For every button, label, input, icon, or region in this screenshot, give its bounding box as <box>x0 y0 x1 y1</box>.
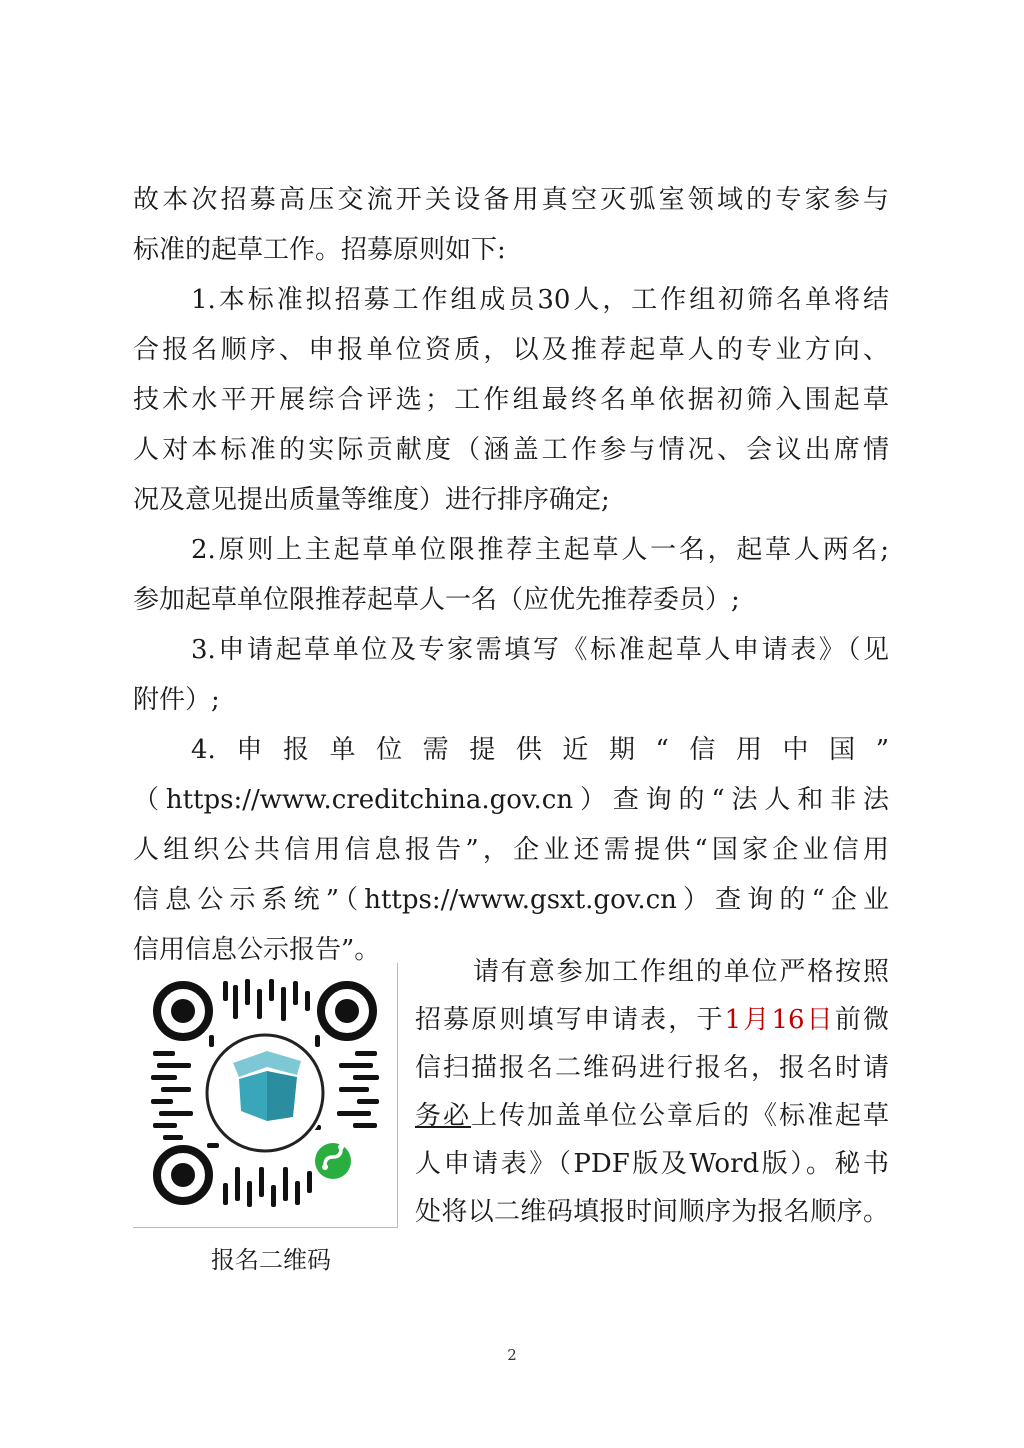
must-emphasis: 务必 <box>415 1101 471 1131</box>
qr-finder-top-left <box>157 985 209 1037</box>
principle-2-line-1: 2.原则上主起草单位限推荐主起草人一名，起草人两名; <box>191 535 889 565</box>
principle-4-line-4: 信息公示系统”（https://www.gsxt.gov.cn）查询的“企业 <box>133 885 889 915</box>
qr-finder-top-right <box>321 985 373 1037</box>
principle-4-line-2: （https://www.creditchina.gov.cn）查询的“法人和非法 <box>133 785 889 815</box>
registration-line-2 <box>415 1003 889 1037</box>
principle-3-line-1: 3.申请起草单位及专家需填写《标准起草人申请表》（见 <box>191 635 889 665</box>
registration-line-3: 信扫描报名二维码进行报名，报名时请 <box>415 1053 889 1083</box>
principle-1-line-1: 1.本标准拟招募工作组成员30人，工作组初筛名单将结 <box>191 285 889 315</box>
box-logo-icon <box>233 1051 301 1121</box>
registration-line-6: 处将以二维码填报时间顺序为报名顺序。 <box>415 1197 889 1227</box>
wechat-mini-program-icon <box>311 1139 355 1183</box>
principle-2-line-2: 参加起草单位限推荐起草人一名（应优先推荐委员）; <box>133 585 740 615</box>
body-line-2: 标准的起草工作。招募原则如下: <box>133 235 506 265</box>
principle-1-line-5: 况及意见提出质量等维度）进行排序确定; <box>133 485 610 515</box>
principle-1-line-4: 人对本标准的实际贡献度（涵盖工作参与情况、会议出席情 <box>133 435 889 465</box>
principle-4-line-3: 人组织公共信用信息报告”，企业还需提供“国家企业信用 <box>133 835 889 865</box>
principle-4-line-1: 4.申报单位需提供近期“信用中国” <box>191 735 889 765</box>
registration-line-4 <box>415 1099 889 1133</box>
qr-caption: 报名二维码 <box>211 1246 331 1274</box>
principle-4-line-5: 信用信息公示报告”。 <box>133 935 381 965</box>
qr-code-icon[interactable] <box>147 975 383 1211</box>
principle-1-line-3: 技术水平开展综合评选；工作组最终名单依据初筛入围起草 <box>133 385 889 415</box>
registration-line-1: 请有意参加工作组的单位严格按照 <box>473 957 889 987</box>
principle-1-line-2: 合报名顺序、申报单位资质，以及推荐起草人的专业方向、 <box>133 335 889 365</box>
registration-text: 上传加盖单位公章后的《标准起草 <box>471 1101 889 1131</box>
body-line-1: 故本次招募高压交流开关设备用真空灭弧室领域的专家参与 <box>133 185 889 215</box>
deadline-date: 1月16日 <box>724 1005 835 1035</box>
registration-text: 前微 <box>834 1005 889 1035</box>
principle-3-line-2: 附件）; <box>133 685 220 715</box>
qr-code-frame <box>133 963 398 1228</box>
registration-text: 招募原则填写申请表，于 <box>415 1005 725 1035</box>
registration-line-5: 人申请表》（PDF版及Word版）。秘书 <box>415 1149 889 1179</box>
qr-finder-bottom-left <box>157 1149 209 1201</box>
page-number: 2 <box>507 1346 517 1364</box>
